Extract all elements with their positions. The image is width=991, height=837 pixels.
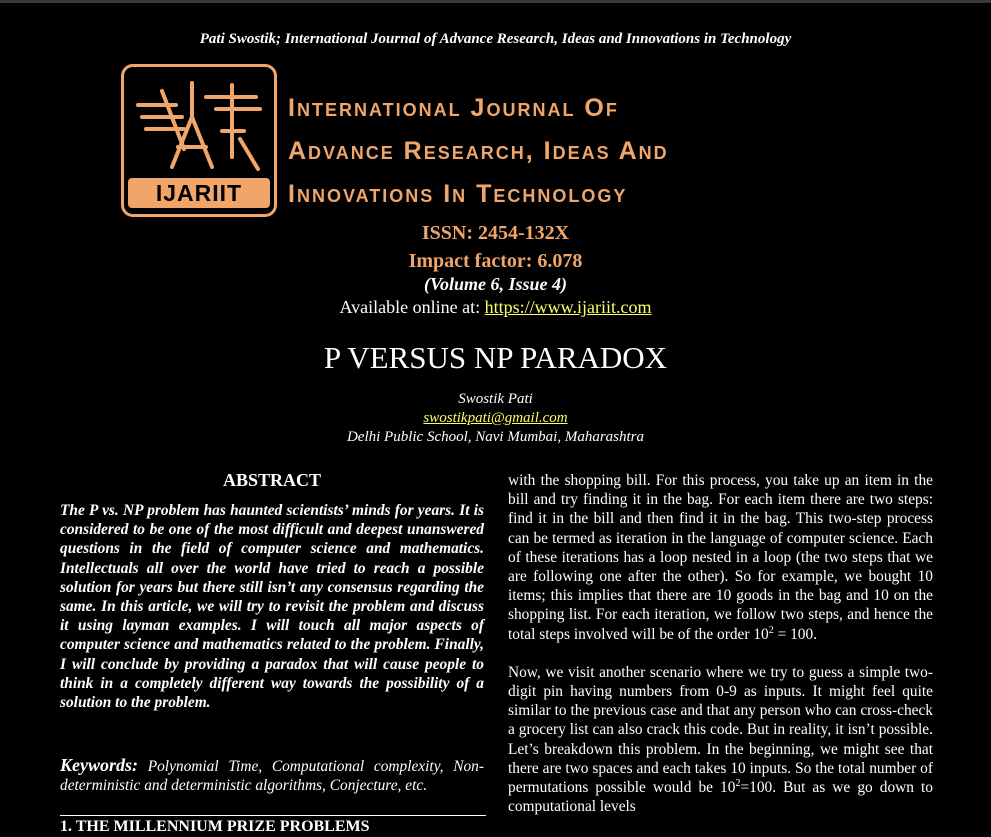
volume-issue: (Volume 6, Issue 4): [423, 274, 567, 294]
journal-name: [288, 87, 669, 216]
author-affiliation: Delhi Public School, Navi Mumbai, Maharashtra: [346, 429, 645, 445]
logo-emblem-icon: [132, 77, 268, 177]
keywords-text: Polynomial Time, Computational complexity, Non-deterministic and deterministic algorithms, Conjecture, etc.: [60, 758, 484, 794]
logo-wordmark: IJARIIT: [128, 178, 270, 208]
author-email: [0, 410, 991, 427]
paragraph-2-text: Now, we visit another scenario where we try to guess a simple two-digit pin having numbers from 0-9 as inputs. It might feel quite similar to the previous case and that any person who can cross-check a grocery list can also crack this code. But in reality, it isn’t possible. Let’s breakdown this problem. In the beginning, we might see that there are two spaces and each takes 10 inputs. So the total number of permutations possible would be 10: [508, 663, 933, 797]
paragraph-1-text: with the shopping bill. For this process, you take up an item in the bill and try finding it in the bag. For each item there are two steps: find it in the bill and then find it in the bag. This two-step process can be termed as iteration in the language of computer science. Each of these iterations has a loop nested in a loop (the two steps that we are following one after the other). So for example, we bought 10 items; this implies that there are 10 goods in the bag and 10 on the shopping list. For each iteration, we follow two steps, and hence the total steps involved will be of the order 10: [508, 472, 933, 643]
left-column: [60, 470, 484, 712]
section-divider: [60, 815, 486, 816]
author-email-link[interactable]: swostikpati@gmail.com: [423, 410, 568, 426]
paragraph-1-tail: = 100.: [773, 625, 818, 643]
issn: ISSN: 2454-132X: [421, 222, 570, 244]
journal-logo: [121, 64, 277, 217]
right-column: [508, 471, 933, 816]
journal-url-link[interactable]: https://www.ijariit.com: [484, 297, 652, 317]
paragraph-2-exponent: 2: [735, 777, 741, 789]
journal-name-line-1: International Journal Of: [288, 94, 619, 122]
journal-name-line-2: Advance Research, Ideas And: [288, 137, 669, 165]
paragraph-1-exponent: 2: [768, 624, 774, 636]
abstract-heading: ABSTRACT: [222, 470, 322, 490]
paper-title: P VERSUS NP PARADOX: [323, 340, 668, 375]
top-border: [0, 0, 991, 3]
journal-name-line-3: Innovations In Technology: [288, 180, 628, 208]
impact-factor: Impact factor: 6.078: [408, 250, 583, 272]
author-name: Swostik Pati: [458, 391, 533, 407]
running-head: Pati Swostik; International Journal of Advance Research, Ideas and Innovations in Technology: [199, 31, 792, 47]
abstract-body: The P vs. NP problem has haunted scientists’ minds for years. It is considered to be one of the most difficult and deepest unanswered questions in the field of computer science and mathematics. Intellectuals all over the world have tried to reach a possible solution for years but there still isn’t any consensus regarding the same. In this article, we will try to revisit the problem and discuss it using layman examples. I will touch all major aspects of computer science and mathematics related to the problem. Finally, I will conclude by providing a paradox that will cause people to think in a completely different way towards the possibility of a solution to the problem.: [60, 502, 484, 712]
available-online: [0, 297, 991, 318]
body-paragraph-2: [508, 663, 933, 817]
section-heading-1: 1. THE MILLENNIUM PRIZE PROBLEMS: [60, 818, 370, 835]
keywords-label: Keywords:: [60, 755, 138, 775]
keywords: [60, 756, 484, 795]
available-online-label: Available online at:: [339, 297, 485, 317]
body-paragraph-1: [508, 471, 933, 644]
paragraph-2-tail: =100. But as we go down to computational levels: [508, 779, 934, 816]
